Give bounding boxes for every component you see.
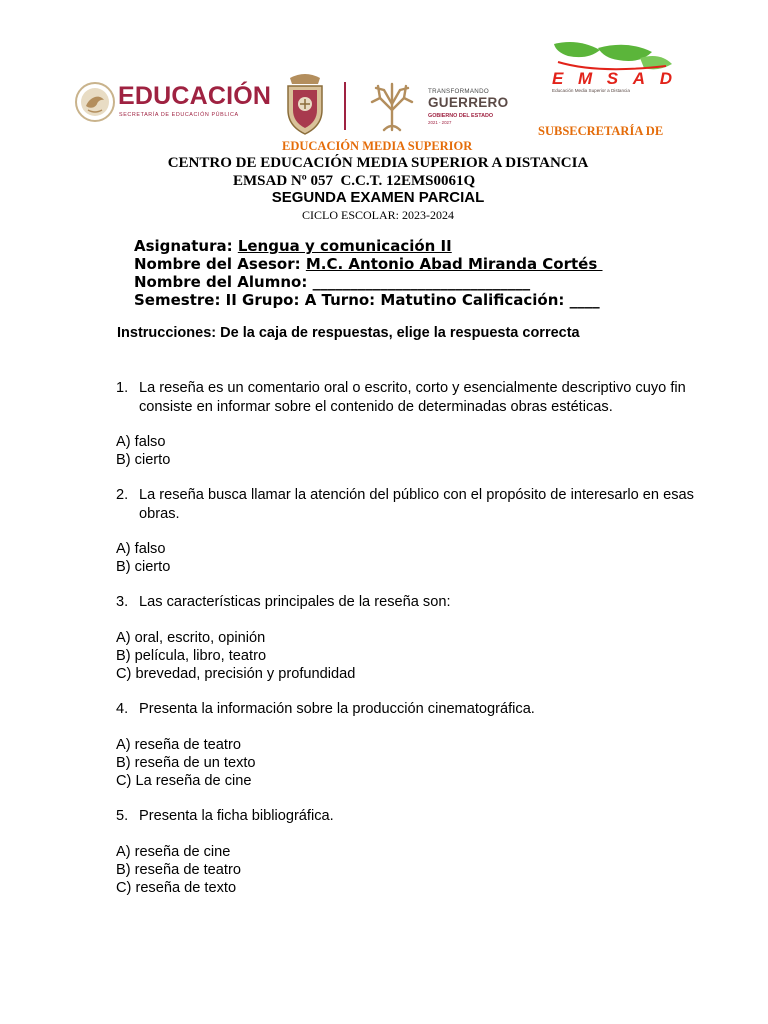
- guerrero-tree-icon: [364, 80, 420, 132]
- question-text: La reseña busca llamar la atención del público con el propósito de interesarlo en esas obras.: [139, 487, 694, 522]
- centro-title: CENTRO DE EDUCACIÓN MEDIA SUPERIOR A DISTANCIA: [167, 155, 589, 171]
- emsad-logo-subtitle: Educación Media Superior a Distancia: [552, 88, 630, 93]
- guerrero-logo-line3: GOBIERNO DEL ESTADO: [428, 113, 494, 119]
- asesor-value: M.C. Antonio Abad Miranda Cortés: [305, 255, 603, 273]
- guerrero-shield-logo: [282, 72, 328, 136]
- option[interactable]: B) película, libro, teatro: [116, 648, 267, 664]
- guerrero-tree-logo: [364, 80, 420, 132]
- option[interactable]: A) falso: [116, 541, 166, 557]
- educacion-logo-title: EDUCACIÓN: [118, 82, 272, 110]
- guerrero-text-logo: [428, 88, 518, 130]
- alumno-label: Nombre del Alumno:: [134, 273, 313, 291]
- question-number: 2.: [116, 487, 129, 503]
- guerrero-logo-line1: TRANSFORMANDO: [428, 88, 489, 95]
- guerrero-logo-line4: 2021 - 2027: [428, 120, 452, 125]
- exam-title: SEGUNDA EXAMEN PARCIAL: [271, 189, 485, 206]
- logo-divider: [344, 82, 346, 130]
- question-number: 4.: [116, 701, 129, 717]
- alumno-blank[interactable]: _____________________________: [312, 273, 531, 291]
- question-text: La reseña es un comentario oral o escrito, corto y esencialmente descriptivo cuyo fin consiste en informar sobre el contenido de determinadas obras estéticas.: [139, 380, 686, 415]
- emsad-cct-line: EMSAD Nº 057 C.C.T. 12EMS0061Q: [233, 173, 476, 189]
- option[interactable]: A) falso: [116, 434, 166, 450]
- option[interactable]: A) reseña de cine: [116, 844, 231, 860]
- option[interactable]: A) reseña de teatro: [116, 737, 241, 753]
- semestre-line: Semestre: II Grupo: A Turno: Matutino Calificación: ____: [134, 291, 600, 309]
- instructions: Instrucciones: De la caja de respuestas, elige la respuesta correcta: [117, 325, 580, 341]
- asesor-label: Nombre del Asesor:: [134, 255, 306, 273]
- question-number: 3.: [116, 594, 129, 610]
- emsad-leaf-icon: [548, 38, 678, 96]
- asesor-line: [134, 255, 603, 273]
- emsad-logo-title: EMSAD: [552, 69, 672, 88]
- alumno-line: [134, 273, 530, 291]
- emsad-logo: [548, 38, 678, 96]
- subsecretaria-label: SUBSECRETARÍA DE: [538, 124, 664, 138]
- guerrero-logo-line2: GUERRERO: [428, 95, 509, 110]
- question-text: Las características principales de la reseña son:: [139, 594, 451, 610]
- educacion-logo-subtitle: SECRETARÍA DE EDUCACIÓN PÚBLICA: [119, 112, 239, 118]
- option[interactable]: B) reseña de un texto: [116, 755, 256, 771]
- asignatura-line: [134, 237, 452, 255]
- ciclo-escolar: CICLO ESCOLAR: 2023-2024: [301, 208, 454, 222]
- asignatura-label: Asignatura:: [134, 237, 238, 255]
- asignatura-value: Lengua y comunicación II: [237, 237, 452, 255]
- option[interactable]: C) La reseña de cine: [116, 773, 252, 789]
- option[interactable]: B) cierto: [116, 452, 171, 468]
- guerrero-state-shield-icon: [282, 72, 328, 136]
- option[interactable]: A) oral, escrito, opinión: [116, 630, 266, 646]
- question-text: Presenta la información sobre la producción cinematográfica.: [139, 701, 535, 717]
- option[interactable]: B) cierto: [116, 559, 171, 575]
- educacion-logo: [74, 80, 272, 128]
- option[interactable]: B) reseña de teatro: [116, 862, 241, 878]
- ems-label: EDUCACIÓN MEDIA SUPERIOR: [282, 139, 473, 153]
- option[interactable]: C) brevedad, precisión y profundidad: [116, 666, 356, 682]
- question-text: Presenta la ficha bibliográfica.: [139, 808, 334, 824]
- option[interactable]: C) reseña de texto: [116, 880, 237, 896]
- mexico-seal-icon: [74, 80, 116, 124]
- question-number: 5.: [116, 808, 129, 824]
- question-number: 1.: [116, 380, 129, 396]
